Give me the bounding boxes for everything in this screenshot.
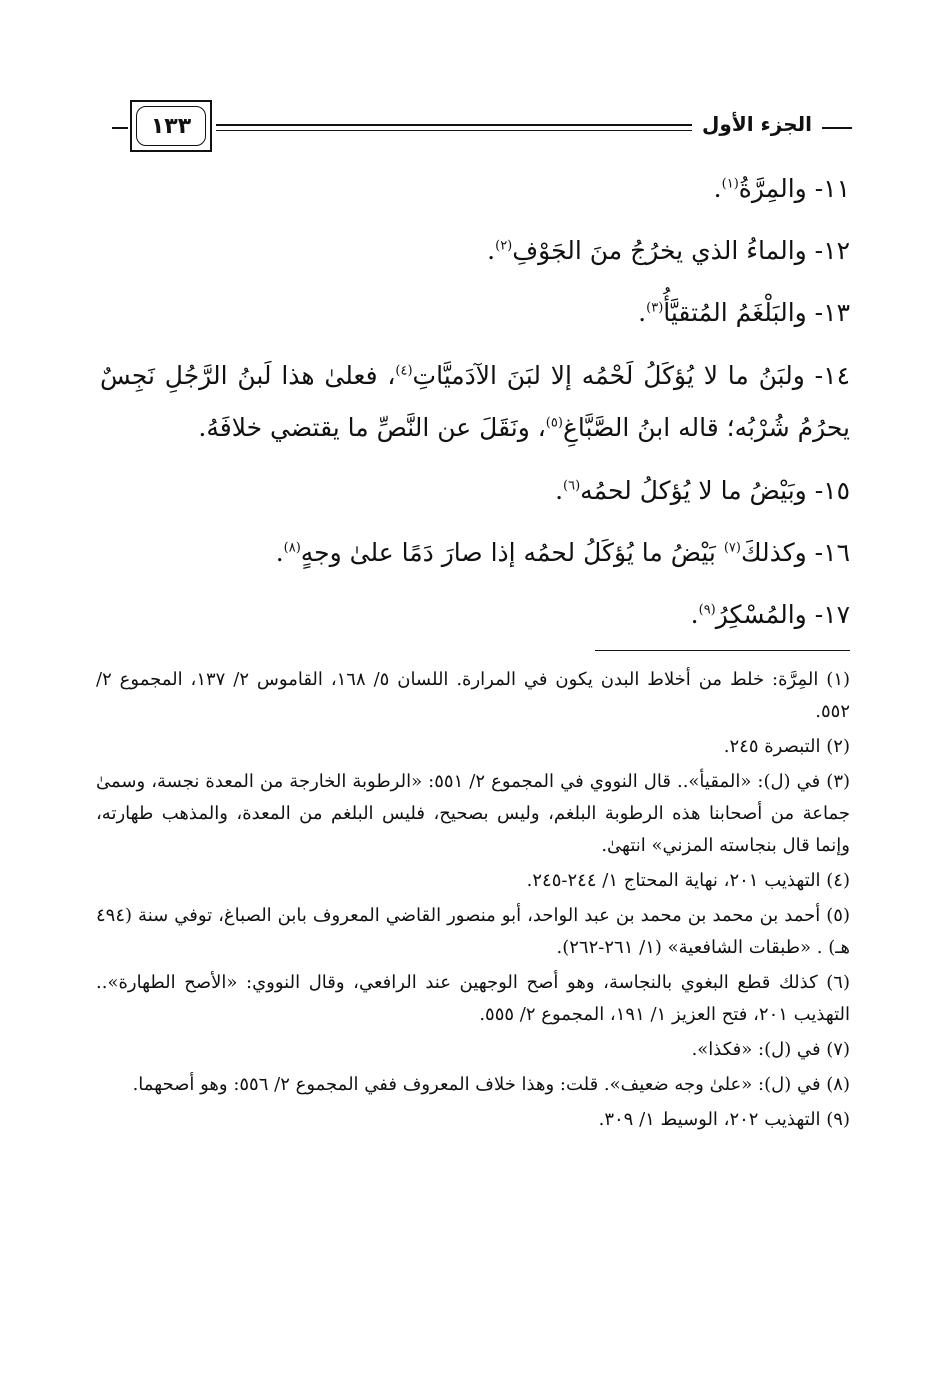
main-text [100, 158, 850, 646]
footnote-ref: (١) [721, 176, 739, 192]
footnote-ref: (٧) [723, 540, 741, 556]
footnotes [96, 664, 850, 1139]
page-number-frame [130, 100, 212, 152]
footnote: (٧) في (ل): «فكذا». [691, 1039, 850, 1060]
header-dash-left [112, 127, 128, 129]
footnote: (٢) التبصرة ٢٤٥. [723, 736, 850, 757]
list-item: ١٧- والمُسْكِرُ$^{(٩)}$. [690, 600, 850, 629]
list-item: ١٤- ولبَنُ ما لا يُؤكَلُ لَحْمُه إلا لبَنَ الآدَميَّاتِ$^{(٤)}$، فعلىٰ هذا لَبنُ الرَّجُلِ نَجِسٌ يحرُمُ شُرْبُه؛ قاله ابنُ الصَّبَّاغِ$^{(٥)}$، ونَقَلَ عن النَّصِّ ما يقتضي خلافَهُ. [100, 361, 850, 442]
list-item: ١٦- وكذلكَ$^{(٧)}$ بَيْضُ ما يُؤكَلُ لحمُه إذا صارَ دَمًا علىٰ وجهٍ$^{(٨)}$. [275, 538, 850, 567]
footnote-ref: (٦) [563, 478, 581, 494]
footnote: (٣) في (ل): «المقيأ».. قال النووي في المجموع ٢/ ٥٥١: «الرطوبة الخارجة من المعدة نجسة، وسمىٰ جماعة من أصحابنا هذه الرطوبة البلغم، وليس بصحيح، فليس البلغم من المعدة، والمذهب طهارته، وإنما قال بنجاسته المزني» انتهىٰ. [96, 771, 851, 856]
footnote-ref: (٤) [395, 363, 413, 379]
footnote-ref: (٣) [646, 300, 664, 316]
section-title: الجزء الأول [702, 112, 812, 136]
header-rule [216, 124, 692, 131]
list-item: ١٥- وبَيْضُ ما لا يُؤكلُ لحمُه$^{(٦)}$. [555, 476, 850, 505]
footnote-ref: (٢) [495, 238, 513, 254]
footnote: (١) المِرَّة: خلط من أخلاط البدن يكون في المرارة. اللسان ٥/ ١٦٨، القاموس ٢/ ١٣٧، المجموع ٢/ ٥٥٢. [96, 669, 851, 722]
footnote: (٨) في (ل): «علىٰ وجه ضعيف». قلت: وهذا خلاف المعروف ففي المجموع ٢/ ٥٥٦: وهو أصحهما. [132, 1074, 850, 1095]
footnote-ref: (٨) [283, 540, 301, 556]
footnote: (٥) أحمد بن محمد بن محمد بن عبد الواحد، أبو منصور القاضي المعروف بابن الصباغ، توفي سنة (٤٩٤ هـ) . «طبقات الشافعية» (١/ ٢٦١-٢٦٢). [96, 905, 850, 958]
header-dash-right [822, 127, 852, 129]
footnote-ref: (٥) [545, 415, 563, 431]
list-item: ١٣- والبَلْغَمُ المُتقيَّأُ$^{(٣)}$. [638, 298, 850, 327]
footnote: (٩) التهذيب ٢٠٢، الوسيط ١/ ٣٠٩. [598, 1109, 850, 1130]
list-item: ١١- والمِرَّةُ$^{(١)}$. [713, 174, 850, 203]
footnote-ref: (٩) [698, 602, 716, 618]
footnote-separator [595, 650, 850, 651]
footnote: (٦) كذلك قطع البغوي بالنجاسة، وهو أصح الوجهين عند الرافعي، وقال النووي: «الأصح الطهارة».. التهذيب ٢٠١، فتح العزيز ١/ ١٩١، المجموع ٢/ ٥٥٥. [96, 972, 850, 1025]
list-item: ١٢- والماءُ الذي يخرُجُ منَ الجَوْفِ$^{(٢)}$. [487, 236, 850, 265]
footnote: (٤) التهذيب ٢٠١، نهاية المحتاج ١/ ٢٤٤-٢٤٥. [526, 870, 850, 891]
page-number: ١٣٣ [136, 106, 206, 146]
page-header [112, 100, 852, 156]
